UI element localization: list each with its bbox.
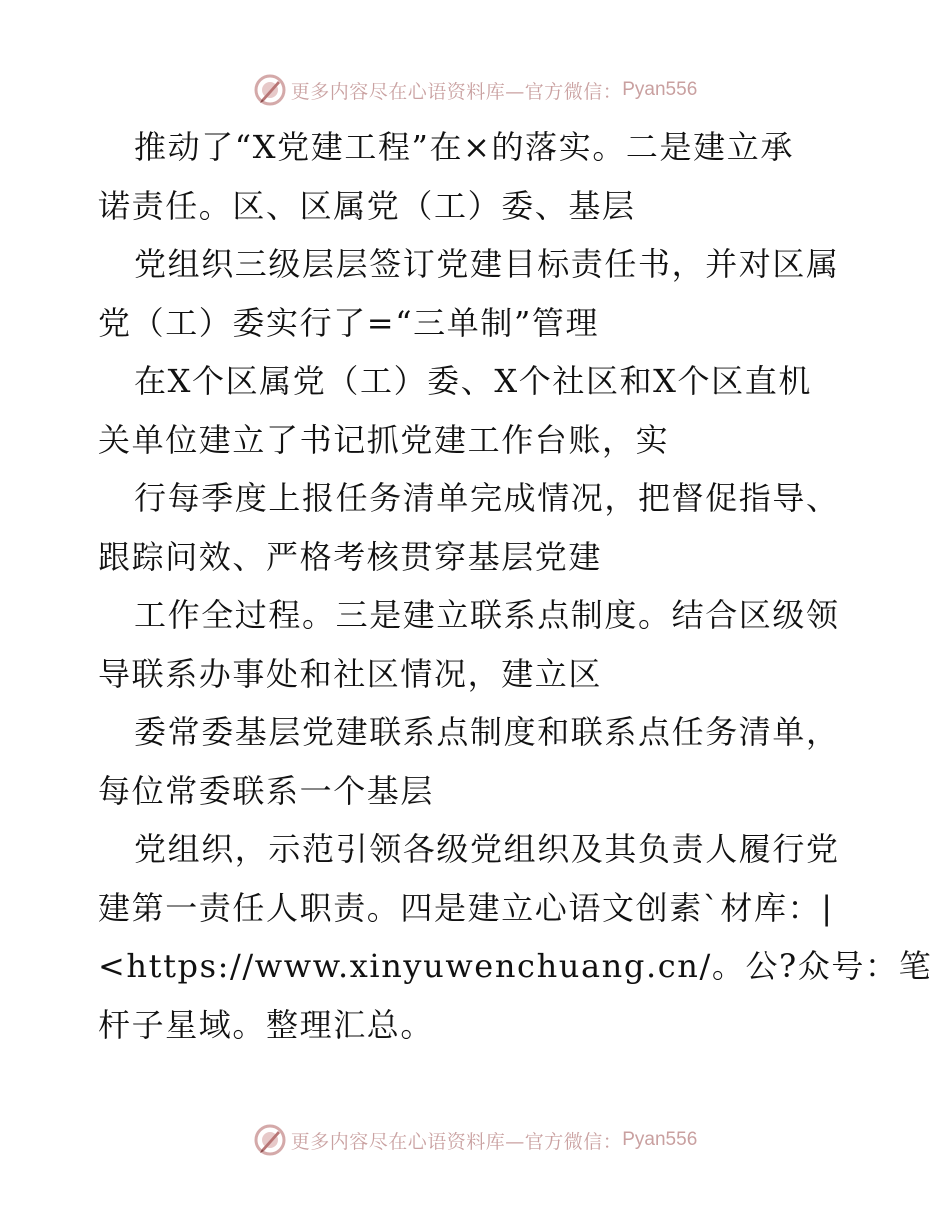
watermark-wechat-id: Pyan556 <box>622 79 698 100</box>
pen-logo-icon <box>253 73 287 107</box>
text-line: 杆子星域。整理汇总。 <box>98 1005 435 1044</box>
text-line: 诺责任。区、区属党（工）委、基层 <box>98 186 636 225</box>
text-line: 在X个区属党（工）委、X个社区和X个区直机 <box>134 362 812 400</box>
text-line: 党组织三级层层签订党建目标责任书，并对区属 <box>134 245 840 283</box>
watermark-wechat-id: Pyan556 <box>622 1129 698 1150</box>
text-line: 每位常委联系一个基层 <box>98 771 435 810</box>
text-line: 跟踪问效、严格考核贯穿基层党建 <box>98 537 603 576</box>
pen-logo-icon <box>253 1123 287 1157</box>
watermark-text: 更多内容尽在心语资料库—官方微信： <box>290 80 623 103</box>
watermark-text: 更多内容尽在心语资料库—官方微信： <box>290 1130 623 1153</box>
text-line: 建第一责任人职责。四是建立心语文创素`材库：| <box>98 888 834 927</box>
text-line: 导联系办事处和社区情况，建立区 <box>98 654 603 693</box>
text-line: 党（工）委实行了=“三单制”管理 <box>98 303 600 342</box>
header-watermark <box>0 70 950 110</box>
text-line: 关单位建立了书记抓党建工作台账，实 <box>98 420 670 459</box>
text-line: 行每季度上报任务清单完成情况，把督促指导、 <box>134 479 840 517</box>
text-line: 工作全过程。三是建立联系点制度。结合区级领 <box>134 596 840 634</box>
text-line: 推动了“X党建工程”在×的落实。二是建立承 <box>134 128 794 166</box>
document-body <box>98 118 933 1054</box>
footer-watermark <box>0 1120 950 1160</box>
text-line: 党组织，示范引领各级党组织及其负责人履行党 <box>134 830 840 868</box>
text-line: 委常委基层党建联系点制度和联系点任务清单， <box>134 713 840 751</box>
text-line: <https://www.xinyuwenchuang.cn/。公?众号：笔 <box>98 947 933 985</box>
